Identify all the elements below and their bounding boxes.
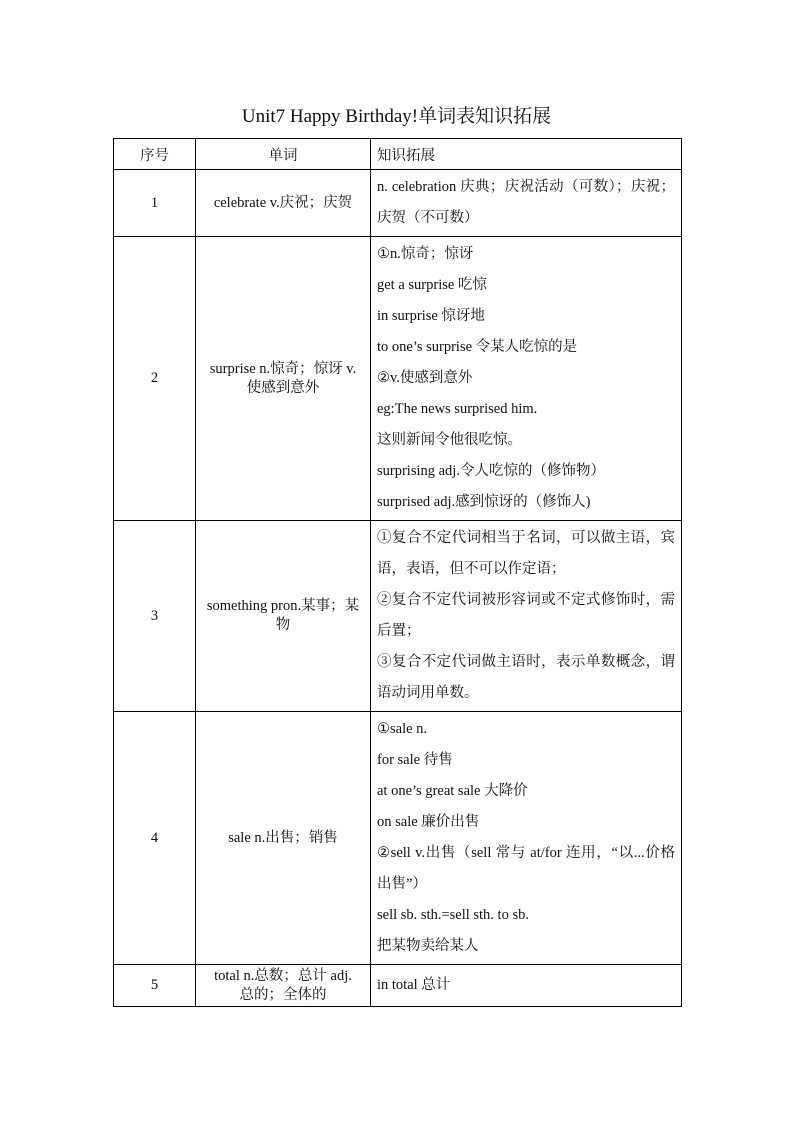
row-knowledge [371,712,682,965]
knowledge-line: for sale 待售 [377,752,453,768]
knowledge-line: ③复合不定代词做主语时，表示单数概念，谓语动词用单数。 [377,654,675,701]
knowledge-line: eg:The news surprised him. [377,401,538,417]
table-row [114,237,682,521]
row-word-text: total n.总数；总计 adj.总的；全体的 [214,967,352,1003]
knowledge-line: 把某物卖给某人 [377,938,479,954]
knowledge-line: ①sale n. [377,721,428,737]
knowledge-line: surprising adj.令人吃惊的（修饰物） [377,463,605,479]
knowledge-line: at one’s great sale 大降价 [377,783,528,799]
knowledge-line: ②sell v.出售（sell 常与 at/for 连用，“以...价格出售”） [377,845,675,892]
row-knowledge [371,237,682,521]
row-knowledge [371,170,682,237]
row-word: celebrate v.庆祝；庆贺 [196,170,371,237]
row-word [196,521,371,712]
table-row [114,170,682,237]
page-title: Unit7 Happy Birthday!单词表知识拓展 [241,106,552,127]
row-knowledge [371,965,682,1007]
header-num: 序号 [114,139,196,170]
knowledge-line: ②复合不定代词被形容词或不定式修饰时，需后置； [377,592,675,639]
knowledge-line: ①复合不定代词相当于名词，可以做主语，宾语，表语，但不可以作定语； [377,530,675,577]
row-num: 2 [114,237,196,521]
knowledge-line: n. celebration 庆典；庆祝活动（可数）；庆祝；庆贺（不可数） [377,179,675,226]
row-word [196,237,371,521]
table-row [114,521,682,712]
row-num: 5 [114,965,196,1007]
knowledge-line: in total 总计 [377,977,451,993]
knowledge-line: ②v.使感到意外 [377,370,473,386]
table-row [114,712,682,965]
knowledge-line: surprised adj.感到惊讶的（修饰人) [377,494,591,510]
row-num: 4 [114,712,196,965]
table-header-row [114,139,682,170]
header-knowledge: 知识拓展 [371,139,682,170]
row-word-text: surprise n.惊奇；惊讶 v.使感到意外 [209,360,357,396]
knowledge-line: in surprise 惊讶地 [377,308,485,324]
knowledge-line: ①n.惊奇；惊讶 [377,246,474,262]
row-num: 1 [114,170,196,237]
header-word: 单词 [196,139,371,170]
knowledge-line: get a surprise 吃惊 [377,277,487,293]
knowledge-line: on sale 廉价出售 [377,814,480,830]
row-word-text: something pron.某事；某物 [206,598,360,633]
knowledge-line: 这则新闻令他很吃惊。 [377,432,522,448]
row-num: 3 [114,521,196,712]
knowledge-line: sell sb. sth.=sell sth. to sb. [377,907,529,923]
row-word: sale n.出售；销售 [196,712,371,965]
row-knowledge [371,521,682,712]
knowledge-line: to one’s surprise 令某人吃惊的是 [377,339,578,355]
vocabulary-table [113,138,682,1007]
table-row [114,965,682,1007]
row-word [196,965,371,1007]
